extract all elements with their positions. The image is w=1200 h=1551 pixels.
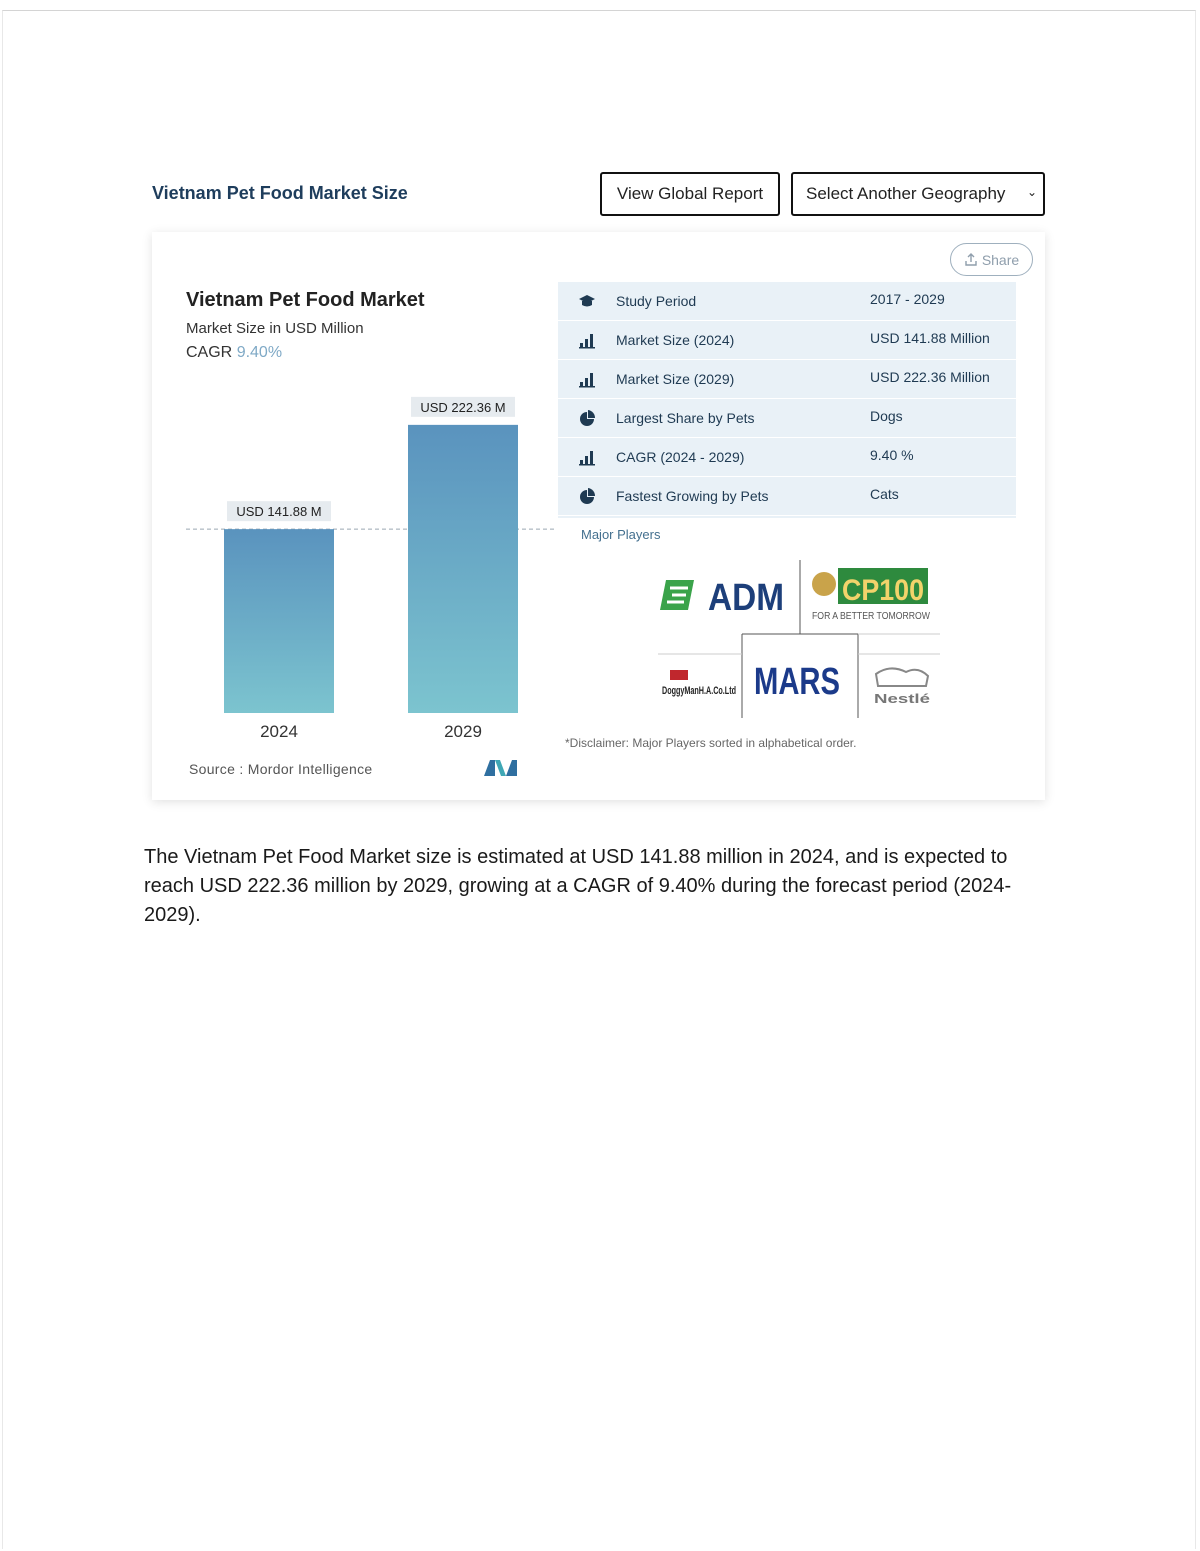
share-icon xyxy=(964,253,978,267)
stat-value: Cats xyxy=(870,486,899,502)
bar-chart-icon xyxy=(578,448,596,466)
adm-logo-text: ADM xyxy=(708,577,784,619)
stat-value: Dogs xyxy=(870,408,903,424)
mars-logo: MARS xyxy=(754,661,840,703)
stat-label: Study Period xyxy=(616,293,697,309)
stat-row xyxy=(558,282,1016,321)
cagr-value: 9.40% xyxy=(236,344,283,361)
stat-row xyxy=(558,477,1016,516)
stats-table xyxy=(558,282,1016,518)
share-label: Share xyxy=(981,251,1020,268)
stat-label: CAGR (2024 - 2029) xyxy=(616,449,745,465)
chart-title: Vietnam Pet Food Market xyxy=(186,289,425,311)
chart-subtitle: Market Size in USD Million xyxy=(186,320,364,337)
view-global-report-button[interactable] xyxy=(600,172,780,216)
major-players-label: Major Players xyxy=(581,527,661,542)
stat-label: Largest Share by Pets xyxy=(616,410,755,426)
cp-logo-text: CP100 xyxy=(842,574,924,607)
stat-value: USD 222.36 Million xyxy=(870,369,990,385)
adm-logo xyxy=(660,577,784,619)
section-title: Vietnam Pet Food Market Size xyxy=(152,183,408,203)
cp-logo xyxy=(812,568,930,622)
pie-chart-icon xyxy=(578,487,596,505)
stat-label: Market Size (2024) xyxy=(616,332,735,348)
view-global-report-label: View Global Report xyxy=(616,184,764,203)
bar-2024 xyxy=(224,529,334,713)
mordor-intelligence-logo xyxy=(484,758,518,778)
x-tick-label: 2024 xyxy=(260,722,298,741)
stat-value: 2017 - 2029 xyxy=(870,291,945,307)
data-label: USD 222.36 M xyxy=(420,399,506,415)
stat-row xyxy=(558,321,1016,360)
bar-chart xyxy=(180,380,560,750)
stat-value: 9.40 % xyxy=(870,447,914,463)
stat-row xyxy=(558,438,1016,477)
bar-chart-icon xyxy=(578,331,596,349)
doggyman-logo-text: DoggyManH.A.Co.Ltd xyxy=(662,685,736,697)
major-players-logos xyxy=(650,556,950,726)
disclaimer: *Disclaimer: Major Players sorted in alphabetical order. xyxy=(565,736,857,750)
cp-tagline: FOR A BETTER TOMORROW xyxy=(812,611,931,622)
select-geography-label: Select Another Geography xyxy=(806,184,1006,203)
stat-row xyxy=(558,399,1016,438)
cagr-label: CAGR xyxy=(186,344,233,361)
bar-chart-icon xyxy=(578,370,596,388)
chart-cagr xyxy=(186,344,282,362)
bar-2029 xyxy=(408,425,518,713)
chevron-down-icon: ⌄ xyxy=(1026,185,1037,199)
stat-value: USD 141.88 Million xyxy=(870,330,990,346)
nestle-logo-text: Nestlé xyxy=(874,691,930,706)
x-tick-label: 2029 xyxy=(444,722,482,741)
stat-label: Fastest Growing by Pets xyxy=(616,488,769,504)
market-description: The Vietnam Pet Food Market size is estimated at USD 141.88 million in 2024, and is expected to reach USD 222.36 million by 2029, growing at a CAGR of 9.40% during the forecast period (2024-2029). xyxy=(144,846,1012,926)
nestle-logo xyxy=(874,668,930,706)
select-geography-dropdown[interactable] xyxy=(791,172,1045,216)
doggyman-logo xyxy=(662,670,736,697)
share-button[interactable] xyxy=(950,243,1033,276)
graduation-cap-icon xyxy=(578,292,596,310)
pie-chart-icon xyxy=(578,409,596,427)
source-note: Source : Mordor Intelligence xyxy=(189,761,373,777)
stat-row xyxy=(558,360,1016,399)
stat-label: Market Size (2029) xyxy=(616,371,735,387)
data-label: USD 141.88 M xyxy=(236,504,322,520)
